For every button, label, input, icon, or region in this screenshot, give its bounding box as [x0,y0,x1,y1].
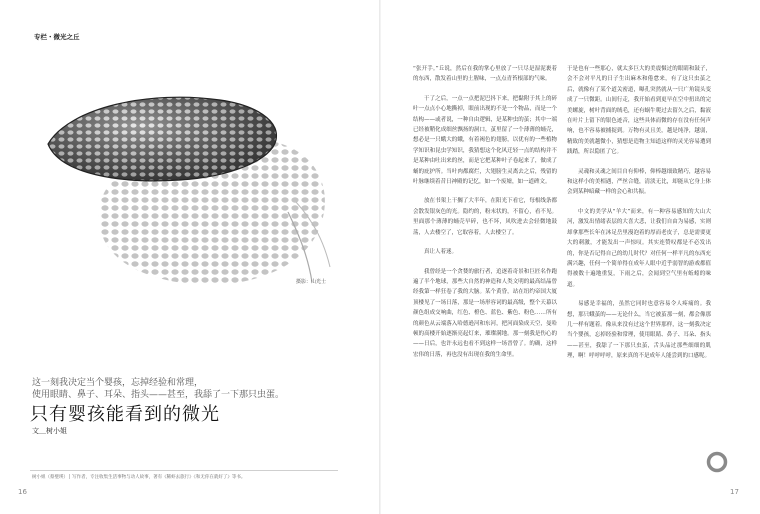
column-label: 专栏・微光之丘 [34,33,80,41]
paragraph: 灵魂和灵魂之间目自有仰棒，仰棒越细致精巧，越容易和这样小的美相遇，严丝合缝，清淡无比，却能从它身上体会到某种暗藏一样的会心和共振。 [567,168,711,196]
photo-credit: 摄影：山光士 [296,279,327,285]
page-gutter [379,0,381,514]
author-bio: 树小姐（蔡璧瑛）│ 写作者，专注收集生活事物与动人故事，著有《稀虾去旅行》《和无你在就好了》等书。 [32,475,246,480]
text-column-1 [413,64,557,464]
cocoon-photo [30,52,350,302]
intro-line: 使用眼睛、鼻子、耳朵、指头——甚至，我舔了一下那只虫蛋。 [32,390,285,400]
bio-divider [30,470,338,471]
author-byline: 文＿树小姐 [32,427,67,435]
page-number-left: 16 [18,488,27,496]
paragraph: 我曾经是一个贪婪的旅行者，追逐着奇景和巨匠名作跑遍了半个地球，那些大自然的神造和人类文明的最高结晶曾经我第一样狂卷了我的大脑。某个黄昏，站在纽约帝国大厦顶楼见了一场日落，那是一场形容词的最高级，整个天幕以颜色组成交响曲，红色、橙色、蓝色、紫色、粉色……所有的颜色从云端落入哈德逊河和东河，把河面染成天空，曼哈顿的高楼开始逐渐亮起灯来，璀璨满地。那一刻我是伤心的——日后，也许永远也看不到这样一场晋曾了。的确，这样宏伟的日落，再也没有出现在我的生命里。 [413,268,557,358]
text-column-2 [567,64,711,464]
paragraph: 于是也有一些那心，就太多巨大的美震慑过的眼睛和鼓子，会不会对平凡的日子生出麻木和倦怠来，有了这只虫茧之后，就像有了某个道关密道，曝孔突然就从一只广角镜头变成了一只微距。山间行走，我开始看到更早在空中扭出的完美螺旋，树叶背面的绒毛，还有蜗牛爬过去留久之后，黏液在叶片上留下的银色迹音，这些具体而微的存在没有任何声响，也不容易被捕捉到。万物有灵且美，越是纯净，越弱，精致的美就越微小，猜想是造物主知道这样的灵光容易遭到践踏，所以隐匿了它。 [567,66,711,156]
intro-text [32,377,332,401]
end-mark-ring-icon [706,451,728,473]
paragraph: 中文的美学从“羊大”而来，有一种容易感知的大山大河，激发出情绪表层的大喜大悲，让我们自由为易感，实则却拿那些长年在沐足岳里漫泡着的厚而老皮子，总是需要更大的刺激，才能发出一声惊叹。其实连赞叹都是不必发出的，你是否记得自己的幼儿时代？对任何一样平凡的东西充满兴趣，任何一个简单得在成年人眼中近乎弱智的游戏都值得被数十遍地重复，下雨之后，会闻到空气里有蚯蚓的味道。 [567,208,711,288]
article-title: 只有婴孩能看到的微光 [30,404,220,425]
paragraph: “张开手。”丘说，然后在我的掌心里放了一只尽是湿泥裹着的东西，散发着山里的土腥味，一点点青苔根部的气味。 [413,66,557,83]
paragraph: 放在书架上干搁了大半年，在阳光下看它，每根线条都会散发银灰色的光。隐约的，粉末状的，不留心，看不见。里面那个薄薄的蛹壳早碎，也不坏，风吹进去会轻微地鼓荡，人去楼空了，它取容着，人去楼空了。 [413,198,557,236]
intro-line: 这一刻我决定当个婴孩，忘掉经验和常理， [32,378,204,388]
page-number-right: 17 [730,488,739,496]
paragraph: 干了之后，一点一点把泥巴抖下来，把黏附于其上的碎叶一点点小心地撕掉，眼前出现的不是一个物品，而是一个结构——或者说，一种自由逻辑，是某种虫的茧；其中一端已经被鞘化成细丝飘扬的洞口，茧里留了一个薄薄的蛹壳，想必是一只蛾大的蛾，有着褐色的翅膀，以优有的一些植物学知识和昆虫学知识，我猜想这个化风迁轻一点的结构并不是某种由吐出来的丝，而是它把某种叶子卷起来了，做成了蛹的庇护所。当叶肉都腐烂，大翅膀生灵离去之后，残留的叶脉继续着昔日神殿的记忆，如一个废墟，如一道碑文。 [413,95,557,186]
paragraph: 真让人着迷。 [424,249,458,256]
paragraph: 易感是幸福的，虽然它同时也意容易令人疼痛的。我想，那只蛾茧的——无论什么，当它被茧那一刻，都会像那几一样有题着。像从来没有过这个世界那样，这一刻我决定当个婴孩，忘掉经验和常理，使用眼睛、鼻子、耳朵、指头——甚至，我舔了一下那只虫茧，舌头品过那些细细的肌理，啊！呼呼呼呼，原来真的不是成年人能尝到的口感呢。 [567,301,711,360]
